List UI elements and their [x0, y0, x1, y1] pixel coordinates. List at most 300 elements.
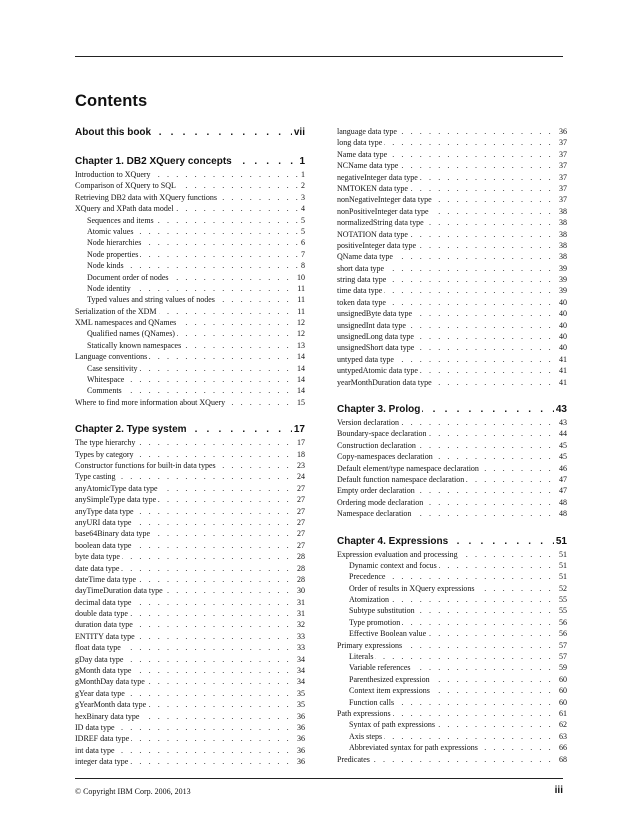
toc-entry-title: Order of results in XQuery expressions — [337, 584, 477, 593]
toc-entry-title: anyAtomicType data type — [75, 483, 158, 493]
toc-subentry[interactable] — [337, 674, 567, 685]
toc-entry-title: Chapter 2. Type system — [75, 424, 187, 436]
toc-entry-page: 40 — [559, 297, 567, 307]
toc-entry-page: 18 — [297, 449, 305, 459]
toc-entry-page: 3 — [301, 192, 305, 202]
toc-entry-page: 40 — [559, 309, 567, 319]
toc-entry-page: 38 — [559, 206, 567, 216]
toc-entry-title: Document order of nodes — [75, 273, 171, 282]
toc-entry-title: untypedAtomic data type — [337, 366, 418, 376]
toc-entry-page: 39 — [559, 263, 567, 273]
toc-entry-page: 47 — [559, 474, 567, 484]
toc-entry[interactable] — [75, 551, 305, 562]
toc-entry[interactable] — [337, 297, 567, 308]
toc-chapter-heading[interactable] — [75, 423, 305, 437]
toc-entry-page: 5 — [301, 215, 305, 225]
toc-entry-page: 34 — [297, 666, 305, 676]
toc-subentry[interactable] — [75, 340, 305, 351]
toc-entry-title: Variable references — [337, 663, 413, 672]
toc-entry-page: 47 — [559, 486, 567, 496]
toc-entry-page: 27 — [297, 517, 305, 527]
toc-entry-title: dateTime data type — [75, 574, 137, 584]
toc-entry-page: 37 — [559, 172, 567, 182]
toc-entry-page: 37 — [559, 138, 567, 148]
toc-subentry[interactable] — [337, 605, 567, 616]
toc-entry-title: Node identity — [75, 284, 133, 293]
toc-entry-page: 60 — [559, 674, 567, 684]
toc-entry[interactable] — [337, 365, 567, 376]
toc-entry[interactable] — [337, 160, 567, 171]
toc-entry-title: Where to find more information about XQuery — [75, 397, 226, 407]
toc-subentry[interactable] — [337, 617, 567, 628]
toc-entry[interactable] — [75, 585, 305, 596]
toc-entry-title: Default function namespace declaration — [337, 474, 465, 484]
toc-entry-title: Parenthesized expression — [337, 675, 432, 684]
toc-entry-title: Predicates — [337, 754, 370, 764]
toc-entry[interactable] — [337, 308, 567, 319]
toc-entry-page: 17 — [297, 438, 305, 448]
toc-entry-title: unsignedLong data type — [337, 332, 414, 342]
toc-entry[interactable] — [75, 688, 305, 699]
toc-entry[interactable] — [75, 317, 305, 328]
toc-entry[interactable] — [75, 676, 305, 687]
toc-entry-title: normalizedString data type — [337, 218, 424, 228]
toc-entry-page: 39 — [559, 275, 567, 285]
toc-entry-title: unsignedByte data type — [337, 309, 413, 319]
toc-column-right — [337, 126, 567, 765]
toc-subentry[interactable] — [337, 628, 567, 639]
toc-entry-title: NCName data type — [337, 161, 399, 171]
toc-entry-page: 33 — [297, 631, 305, 641]
toc-entry-title: Ordering mode declaration — [337, 497, 424, 507]
toc-entry-page: 60 — [559, 697, 567, 707]
toc-subentry[interactable] — [337, 697, 567, 708]
toc-entry-title: Chapter 1. DB2 XQuery concepts — [75, 156, 232, 167]
toc-subentry[interactable] — [75, 283, 305, 294]
toc-entry-title: Namespace declaration — [337, 509, 412, 519]
page-number: iii — [554, 785, 563, 796]
toc-entry[interactable] — [75, 306, 305, 317]
toc-entry-title: float data type — [75, 643, 121, 653]
toc-entry-title: XML namespaces and QNames — [75, 318, 177, 328]
toc-entry-page: 28 — [297, 574, 305, 584]
toc-entry[interactable] — [337, 451, 567, 462]
toc-entry-title: NMTOKEN data type — [337, 183, 408, 193]
toc-entry-page: 36 — [297, 711, 305, 721]
toc-subentry[interactable] — [75, 294, 305, 305]
toc-entry-page: 30 — [297, 586, 305, 596]
toc-entry-title: About this book — [75, 127, 152, 138]
toc-entry-page: 14 — [297, 386, 305, 396]
toc-entry[interactable] — [337, 497, 567, 508]
toc-entry-title: Axis steps — [337, 732, 384, 741]
toc-subentry[interactable] — [75, 249, 305, 260]
toc-entry[interactable] — [337, 377, 567, 388]
toc-entry[interactable] — [337, 320, 567, 331]
toc-entry[interactable] — [75, 471, 305, 482]
toc-entry-page: 51 — [559, 560, 567, 570]
toc-entry-page: 51 — [555, 535, 567, 547]
toc-entry-page: 36 — [297, 722, 305, 732]
toc-entry-page: 37 — [559, 161, 567, 171]
toc-entry-page: 17 — [293, 424, 305, 436]
toc-entry-page: 31 — [297, 609, 305, 619]
toc-entry-title: Case sensitivity — [75, 364, 139, 373]
toc-entry-page: 24 — [297, 472, 305, 482]
toc-entry-page: 8 — [301, 261, 305, 271]
toc-entry-title: Sequences and items — [75, 216, 156, 225]
toc-entry-page: 33 — [297, 643, 305, 653]
bottom-rule — [75, 778, 563, 779]
toc-chapter-heading[interactable] — [337, 535, 567, 549]
toc-entry-page: 57 — [559, 640, 567, 650]
toc-subentry[interactable] — [337, 742, 567, 753]
toc-entry-page: 41 — [559, 354, 567, 364]
toc-entry-page: 60 — [559, 686, 567, 696]
toc-entry-title: Copy-namespaces declaration — [337, 452, 433, 462]
toc-entry-page: 12 — [297, 318, 305, 328]
toc-entry[interactable] — [75, 654, 305, 665]
toc-subentry[interactable] — [75, 374, 305, 385]
toc-entry-title: Node properties — [75, 250, 140, 259]
toc-entry-page: 14 — [297, 375, 305, 385]
toc-entry[interactable] — [75, 722, 305, 733]
section-gap — [75, 140, 305, 155]
toc-entry-page: 23 — [297, 460, 305, 470]
toc-entry[interactable] — [337, 508, 567, 519]
toc-entry-title: Types by category — [75, 449, 134, 459]
toc-entry-page: 41 — [559, 366, 567, 376]
toc-entry[interactable] — [337, 417, 567, 428]
toc-entry-title: integer data type — [75, 757, 129, 767]
toc-entry-title: anyType data type — [75, 506, 134, 516]
toc-entry-title: Empty order declaration — [337, 486, 415, 496]
toc-subentry[interactable] — [75, 260, 305, 271]
toc-entry-title: double data type — [75, 609, 128, 619]
toc-entry-page: 34 — [297, 654, 305, 664]
toc-entry-title: Path expressions — [337, 708, 391, 718]
toc-subentry[interactable] — [75, 328, 305, 339]
toc-entry[interactable] — [75, 192, 305, 203]
toc-entry-page: 28 — [297, 563, 305, 573]
toc-entry-title: yearMonthDuration data type — [337, 377, 432, 387]
toc-entry-title: Comments — [75, 386, 124, 395]
top-rule — [75, 56, 563, 57]
toc-entry[interactable] — [337, 708, 567, 719]
toc-subentry[interactable] — [337, 583, 567, 594]
toc-entry-title: language data type — [337, 127, 397, 136]
toc-entry[interactable] — [75, 631, 305, 642]
toc-entry-page: 37 — [559, 183, 567, 193]
page-title: Contents — [75, 92, 148, 110]
toc-entry-page: 27 — [297, 483, 305, 493]
toc-entry[interactable] — [337, 274, 567, 285]
toc-entry-title: gYear data type — [75, 688, 125, 698]
section-gap — [337, 520, 567, 535]
toc-entry[interactable] — [337, 754, 567, 765]
toc-entry-page: 15 — [297, 397, 305, 407]
toc-entry-title: Type promotion — [337, 618, 402, 627]
toc-entry-title: gYearMonth data type — [75, 700, 147, 710]
toc-entry[interactable] — [337, 440, 567, 451]
toc-entry[interactable] — [75, 180, 305, 191]
toc-entry-page: 14 — [297, 352, 305, 362]
toc-entry-page: 27 — [297, 540, 305, 550]
toc-entry[interactable] — [337, 640, 567, 651]
toc-entry-title: untyped data type — [337, 354, 394, 364]
toc-entry[interactable] — [337, 285, 567, 296]
toc-entry-title: dayTimeDuration data type — [75, 586, 163, 596]
toc-entry-page: 68 — [559, 754, 567, 764]
toc-subentry[interactable] — [337, 662, 567, 673]
toc-subentry[interactable] — [337, 651, 567, 662]
toc-entry-title: gMonth data type — [75, 666, 132, 676]
toc-entry-title: Language conventions — [75, 352, 148, 362]
toc-entry-title: Type casting — [75, 472, 116, 482]
toc-entry-page: 1 — [299, 156, 305, 167]
toc-entry[interactable] — [337, 354, 567, 365]
toc-entry-title: short data type — [337, 263, 385, 273]
toc-subentry[interactable] — [75, 385, 305, 396]
toc-entry-title: Node kinds — [75, 261, 126, 270]
toc-entry-page: 35 — [297, 700, 305, 710]
toc-entry-title: Dynamic context and focus — [337, 561, 439, 570]
toc-entry-page: 37 — [559, 149, 567, 159]
toc-entry-title: Constructor functions for built-in data types — [75, 460, 216, 470]
toc-entry-page: 36 — [297, 734, 305, 744]
toc-subentry[interactable] — [337, 560, 567, 571]
toc-entry-title: Literals — [337, 652, 375, 661]
toc-entry[interactable] — [75, 608, 305, 619]
toc-entry-page: 27 — [297, 529, 305, 539]
toc-entry[interactable] — [75, 756, 305, 767]
toc-subentry[interactable] — [75, 226, 305, 237]
toc-entry-title: anySimpleType data type — [75, 495, 157, 505]
toc-entry-title: QName data type — [337, 252, 393, 262]
toc-entry-page: 63 — [559, 731, 567, 741]
toc-entry-page: 55 — [559, 595, 567, 605]
toc-entry-title: Whitespace — [75, 375, 126, 384]
toc-entry[interactable] — [75, 597, 305, 608]
section-gap — [75, 408, 305, 423]
toc-entry-page: 51 — [559, 572, 567, 582]
toc-entry[interactable] — [75, 437, 305, 448]
toc-entry-title: Abbreviated syntax for path expressions — [337, 743, 480, 752]
toc-entry[interactable] — [337, 251, 567, 262]
toc-entry[interactable] — [337, 549, 567, 560]
toc-chapter-heading[interactable] — [337, 403, 567, 417]
toc-entry-title: Typed values and string values of nodes — [75, 295, 217, 304]
toc-subentry[interactable] — [75, 363, 305, 374]
toc-entry-page: 57 — [559, 652, 567, 662]
toc-entry-title: long data type — [337, 138, 383, 148]
toc-entry-page: 37 — [559, 195, 567, 205]
toc-entry-title: IDREF data type — [75, 734, 130, 744]
toc-subentry[interactable] — [75, 215, 305, 226]
toc-entry-page: 38 — [559, 229, 567, 239]
toc-entry-page: 36 — [297, 757, 305, 767]
toc-entry-title: ID data type — [75, 722, 115, 732]
toc-entry-page: 38 — [559, 218, 567, 228]
toc-entry-page: 32 — [297, 620, 305, 630]
toc-entry-title: duration data type — [75, 620, 133, 630]
toc-subentry[interactable] — [337, 571, 567, 582]
toc-entry[interactable] — [75, 619, 305, 630]
toc-entry-title: Atomization — [337, 595, 391, 604]
toc-entry-page: 11 — [297, 295, 305, 305]
toc-entry-page: 11 — [297, 283, 305, 293]
section-gap — [337, 388, 567, 403]
toc-entry[interactable] — [75, 460, 305, 471]
toc-subentry[interactable] — [337, 685, 567, 696]
toc-entry-title: unsignedShort data type — [337, 343, 415, 353]
toc-entry-title: Boundary-space declaration — [337, 429, 427, 439]
toc-entry-title: Precedence — [337, 572, 387, 581]
toc-chapter-heading[interactable] — [75, 126, 305, 140]
toc-entry-title: date data type — [75, 563, 120, 573]
toc-entry[interactable] — [75, 665, 305, 676]
toc-entry-page: 1 — [301, 170, 305, 179]
toc-entry-title: nonPositiveInteger data type — [337, 206, 429, 216]
toc-entry-page: 62 — [559, 720, 567, 730]
toc-entry-page: 45 — [559, 440, 567, 450]
toc-entry[interactable] — [75, 517, 305, 528]
toc-entry-title: positiveInteger data type — [337, 240, 417, 250]
toc-entry-title: Serialization of the XDM — [75, 306, 157, 316]
toc-entry[interactable] — [337, 126, 567, 137]
toc-subentry[interactable] — [337, 731, 567, 742]
toc-entry-page: 4 — [301, 204, 305, 214]
toc-entry[interactable] — [337, 474, 567, 485]
toc-entry-title: string data type — [337, 275, 387, 285]
toc-entry-page: 39 — [559, 286, 567, 296]
toc-entry[interactable] — [337, 428, 567, 439]
toc-entry[interactable] — [337, 149, 567, 160]
toc-entry[interactable] — [75, 506, 305, 517]
toc-entry[interactable] — [337, 463, 567, 474]
toc-entry[interactable] — [75, 733, 305, 744]
toc-entry-title: Retrieving DB2 data with XQuery functions — [75, 192, 217, 202]
toc-entry-page: 27 — [297, 495, 305, 505]
toc-entry-page: 11 — [297, 306, 305, 316]
toc-entry-title: Atomic values — [75, 227, 135, 236]
toc-entry-page: 36 — [559, 127, 567, 136]
toc-entry-title: Context item expressions — [337, 686, 432, 695]
toc-entry[interactable] — [337, 342, 567, 353]
toc-entry-page: 10 — [297, 272, 305, 282]
toc-entry[interactable] — [75, 745, 305, 756]
toc-entry-page: 43 — [559, 417, 567, 427]
toc-entry[interactable] — [75, 699, 305, 710]
toc-entry[interactable] — [75, 203, 305, 214]
toc-entry-title: gDay data type — [75, 654, 124, 664]
toc-subentry[interactable] — [75, 237, 305, 248]
toc-entry[interactable] — [337, 137, 567, 148]
toc-entry[interactable] — [75, 642, 305, 653]
toc-entry-title: Statically known namespaces — [75, 341, 183, 350]
toc-entry-title: Primary expressions — [337, 640, 403, 650]
toc-entry-title: Chapter 4. Expressions — [337, 535, 449, 547]
toc-chapter-heading[interactable] — [75, 155, 305, 169]
toc-entry-title: Construction declaration — [337, 440, 416, 450]
toc-entry-page: 48 — [559, 509, 567, 519]
toc-entry-page: 31 — [297, 597, 305, 607]
toc-entry-page: vii — [293, 127, 305, 138]
toc-entry-page: 14 — [297, 363, 305, 373]
toc-entry[interactable] — [75, 449, 305, 460]
toc-entry-page: 7 — [301, 249, 305, 259]
toc-entry-page: 2 — [301, 181, 305, 191]
toc-entry[interactable] — [75, 574, 305, 585]
toc-entry[interactable] — [75, 540, 305, 551]
toc-entry[interactable] — [337, 263, 567, 274]
toc-entry-page: 28 — [297, 552, 305, 562]
toc-entry[interactable] — [337, 229, 567, 240]
toc-entry-page: 45 — [559, 452, 567, 462]
toc-entry[interactable] — [337, 172, 567, 183]
toc-entry[interactable] — [75, 351, 305, 362]
toc-entry-page: 48 — [559, 497, 567, 507]
toc-entry-page: 41 — [559, 377, 567, 387]
toc-entry-page: 27 — [297, 506, 305, 516]
toc-entry-page: 44 — [559, 429, 567, 439]
toc-entry-title: Effective Boolean value — [337, 629, 428, 638]
toc-column-left — [75, 126, 305, 768]
toc-entry-page: 38 — [559, 252, 567, 262]
toc-entry[interactable] — [337, 217, 567, 228]
toc-entry-page: 61 — [559, 708, 567, 718]
toc-entry[interactable] — [337, 485, 567, 496]
toc-entry[interactable] — [75, 397, 305, 408]
toc-entry-title: int data type — [75, 745, 115, 755]
toc-entry-title: Expression evaluation and processing — [337, 549, 458, 559]
toc-entry-title: hexBinary data type — [75, 711, 140, 721]
toc-entry-title: ENTITY data type — [75, 631, 135, 641]
toc-entry-title: decimal data type — [75, 597, 132, 607]
toc-entry-page: 43 — [555, 403, 567, 415]
toc-subentry[interactable] — [337, 594, 567, 605]
toc-entry[interactable] — [337, 240, 567, 251]
toc-entry-title: Syntax of path expressions — [337, 720, 437, 729]
toc-entry[interactable] — [337, 206, 567, 217]
toc-entry[interactable] — [75, 494, 305, 505]
toc-entry-title: Subtype substitution — [337, 606, 417, 615]
toc-entry-title: nonNegativeInteger data type — [337, 195, 432, 205]
toc-entry[interactable] — [337, 183, 567, 194]
toc-entry-page: 52 — [559, 583, 567, 593]
toc-entry-page: 40 — [559, 343, 567, 353]
toc-entry-title: Version declaration — [337, 417, 399, 427]
toc-entry-page: 12 — [297, 329, 305, 339]
toc-entry[interactable] — [337, 331, 567, 342]
toc-subentry[interactable] — [337, 719, 567, 730]
toc-entry[interactable] — [75, 528, 305, 539]
toc-entry[interactable] — [75, 563, 305, 574]
toc-entry[interactable] — [337, 194, 567, 205]
toc-entry-page: 6 — [301, 238, 305, 248]
toc-entry-title: time data type — [337, 286, 383, 296]
toc-entry-title: token data type — [337, 297, 386, 307]
toc-entry[interactable] — [75, 711, 305, 722]
toc-entry-title: unsignedInt data type — [337, 320, 406, 330]
toc-entry-page: 38 — [559, 240, 567, 250]
toc-entry-title: Comparison of XQuery to SQL — [75, 181, 176, 191]
toc-entry-title: XQuery and XPath data model — [75, 204, 174, 214]
toc-entry-title: boolean data type — [75, 540, 132, 550]
toc-entry[interactable] — [75, 169, 305, 180]
toc-subentry[interactable] — [75, 272, 305, 283]
toc-entry[interactable] — [75, 483, 305, 494]
